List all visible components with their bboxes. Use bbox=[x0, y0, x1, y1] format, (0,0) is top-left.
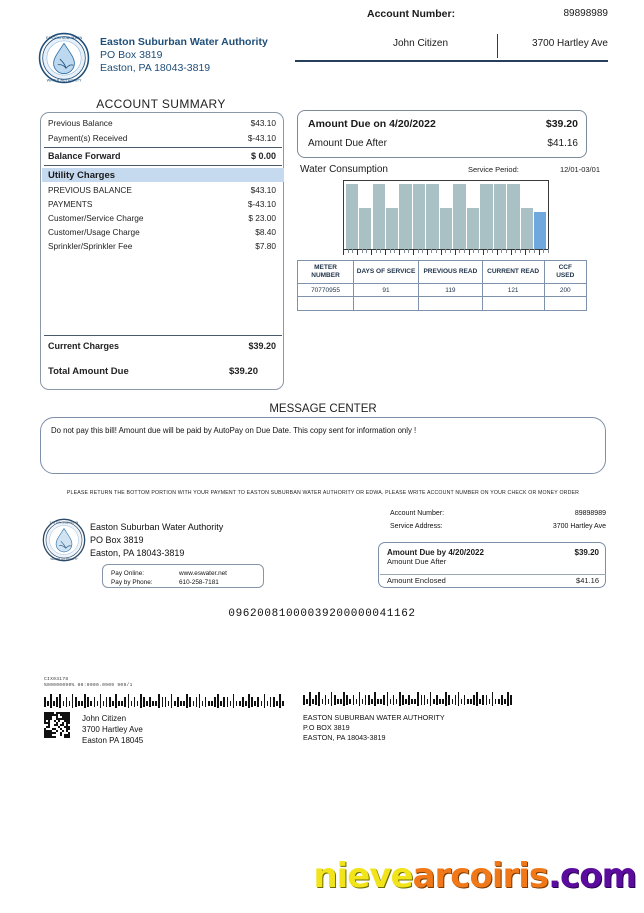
amount-due-after-label: Amount Due After bbox=[308, 138, 387, 149]
chart-bar bbox=[521, 208, 533, 249]
table-row-empty bbox=[298, 297, 587, 311]
watermark-part-2: arcoiris bbox=[412, 856, 549, 896]
site-watermark bbox=[313, 856, 636, 896]
utility-row-payments bbox=[48, 199, 276, 212]
column-header-ccf-used: CCF USED bbox=[544, 261, 586, 284]
axis-tick bbox=[385, 249, 386, 255]
axis-tick bbox=[459, 249, 460, 253]
axis-tick bbox=[348, 249, 349, 253]
axis-tick bbox=[376, 249, 377, 253]
endorsement-line-1: CIX03178 bbox=[44, 677, 69, 682]
cell-meter-number: 70770955 bbox=[298, 284, 354, 297]
mail-company-address-2: EASTON, PA 18043-3819 bbox=[303, 733, 386, 742]
chart-bar bbox=[467, 208, 479, 249]
customer-mailing-address bbox=[82, 713, 143, 746]
column-header-previous-read: PREVIOUS READ bbox=[419, 261, 483, 284]
intelligent-mail-barcode-customer bbox=[44, 692, 292, 708]
summary-amount: $-43.10 bbox=[247, 133, 276, 143]
total-due-amount: $39.20 bbox=[228, 366, 258, 377]
cell-previous-read: 119 bbox=[419, 284, 483, 297]
amount-enclosed-label: Amount Enclosed bbox=[387, 576, 446, 585]
mail-company-name: EASTON SUBURBAN WATER AUTHORITY bbox=[303, 713, 445, 722]
summary-row-previous-balance bbox=[48, 118, 276, 131]
amount-due-box bbox=[297, 110, 587, 158]
utility-label: Sprinkler/Sprinkler Fee bbox=[48, 241, 133, 251]
column-header-days-of-service: DAYS OF SERVICE bbox=[354, 261, 419, 284]
cell-ccf-used: 200 bbox=[544, 284, 586, 297]
axis-tick bbox=[548, 249, 549, 253]
axis-tick bbox=[441, 249, 442, 255]
chart-x-axis-ticks bbox=[343, 249, 549, 256]
company-identity bbox=[100, 36, 268, 75]
axis-tick bbox=[473, 249, 474, 253]
chart-bar bbox=[426, 184, 438, 249]
axis-tick bbox=[469, 249, 470, 255]
utility-label: PREVIOUS BALANCE bbox=[48, 185, 132, 195]
chart-bar bbox=[359, 208, 371, 249]
utility-label: PAYMENTS bbox=[48, 199, 93, 209]
amount-due-on-row bbox=[308, 118, 578, 134]
cell-empty bbox=[482, 297, 544, 311]
cell-current-read: 121 bbox=[482, 284, 544, 297]
endorsement-line-2: %00000090% 00:0000.0909 909/1 bbox=[44, 683, 133, 688]
stub-account-info bbox=[378, 510, 606, 538]
summary-divider bbox=[44, 335, 282, 336]
utility-amount: $-43.10 bbox=[247, 199, 276, 209]
axis-tick bbox=[483, 249, 484, 255]
axis-tick bbox=[478, 249, 479, 253]
utility-row-previous-balance bbox=[48, 185, 276, 198]
axis-tick bbox=[380, 249, 381, 253]
chart-bar bbox=[373, 184, 385, 249]
intelligent-mail-barcode-company bbox=[303, 690, 519, 706]
summary-amount: $43.10 bbox=[250, 118, 276, 128]
utility-charges-band bbox=[42, 168, 284, 182]
axis-tick bbox=[404, 249, 405, 253]
svg-text:WATER AUTHORITY: WATER AUTHORITY bbox=[46, 78, 82, 83]
axis-tick bbox=[371, 249, 372, 255]
svg-text:WATER AUTHORITY: WATER AUTHORITY bbox=[50, 556, 78, 561]
stub-company-address-2: Easton, PA 18043-3819 bbox=[90, 548, 185, 558]
amount-due-after-row bbox=[308, 138, 578, 154]
axis-tick bbox=[511, 249, 512, 255]
chart-bar bbox=[346, 184, 358, 249]
stub-service-address-row bbox=[378, 523, 606, 536]
account-summary-title: ACCOUNT SUMMARY bbox=[96, 97, 226, 111]
company-mailing-address bbox=[303, 713, 445, 743]
qr-code-icon bbox=[44, 712, 70, 738]
column-header-meter-number: METER NUMBER bbox=[298, 261, 354, 284]
axis-tick bbox=[492, 249, 493, 253]
service-period-value: 12/01-03/01 bbox=[559, 165, 600, 174]
payment-options-box bbox=[102, 564, 264, 588]
axis-tick bbox=[487, 249, 488, 253]
meter-reading-table bbox=[297, 260, 587, 311]
amount-enclosed-value: $41.16 bbox=[576, 576, 599, 585]
axis-tick bbox=[436, 249, 437, 253]
chart-plot-area bbox=[344, 181, 548, 249]
utility-amount: $43.10 bbox=[250, 185, 276, 195]
axis-tick bbox=[431, 249, 432, 253]
svg-text:EASTON SUBURBAN: EASTON SUBURBAN bbox=[45, 35, 83, 40]
amount-enclosed-box bbox=[378, 542, 606, 588]
stub-company-name: Easton Suburban Water Authority bbox=[90, 522, 224, 532]
watermark-part-1: nieve bbox=[313, 856, 413, 896]
pay-by-phone-number: 610-258-7181 bbox=[179, 579, 219, 586]
axis-tick bbox=[497, 249, 498, 255]
axis-tick bbox=[399, 249, 400, 255]
amount-due-on-label: Amount Due on 4/20/2022 bbox=[308, 118, 436, 130]
summary-amount: $ 0.00 bbox=[250, 151, 276, 161]
axis-tick bbox=[450, 249, 451, 253]
account-header-block bbox=[295, 8, 608, 66]
mail-company-address-1: P.O BOX 3819 bbox=[303, 723, 350, 732]
summary-label: Balance Forward bbox=[48, 151, 121, 161]
amount-due-after-value: $41.16 bbox=[547, 138, 578, 149]
stub-service-address-value: 3700 Hartley Ave bbox=[552, 523, 606, 530]
stub-due-by-label: Amount Due by 4/20/2022 bbox=[387, 548, 484, 557]
stub-company-address-1: PO Box 3819 bbox=[90, 535, 144, 545]
message-center-box bbox=[40, 417, 606, 474]
mail-customer-address-1: 3700 Hartley Ave bbox=[82, 725, 143, 734]
water-consumption-chart bbox=[343, 180, 549, 250]
company-address-line-1: PO Box 3819 bbox=[100, 49, 163, 61]
axis-tick bbox=[464, 249, 465, 253]
summary-row-total-due bbox=[48, 366, 276, 379]
current-charges-amount: $39.20 bbox=[248, 341, 276, 351]
axis-tick bbox=[534, 249, 535, 253]
summary-row-balance-forward bbox=[48, 151, 276, 164]
easton-suburban-water-authority-seal-icon bbox=[38, 32, 90, 84]
message-center-text: Do not pay this bill! Amount due will be paid by AutoPay on Due Date. This copy sent for information only ! bbox=[51, 426, 417, 435]
chart-bar bbox=[386, 208, 398, 249]
amount-due-on-value: $39.20 bbox=[545, 118, 578, 130]
total-due-label: Total Amount Due bbox=[48, 366, 129, 377]
utility-row-customer-usage-charge bbox=[48, 227, 276, 240]
message-center-title: MESSAGE CENTER bbox=[269, 403, 377, 415]
chart-bar bbox=[534, 212, 546, 249]
stub-account-number-label: Account Number: bbox=[390, 510, 445, 517]
stub-authority-seal-icon bbox=[42, 518, 86, 562]
summary-label: Payment(s) Received bbox=[48, 133, 128, 143]
axis-tick bbox=[525, 249, 526, 255]
enclosed-divider bbox=[380, 574, 606, 575]
chart-bar bbox=[453, 184, 465, 249]
chart-bar bbox=[399, 184, 411, 249]
utility-label: Customer/Usage Charge bbox=[48, 227, 140, 237]
axis-tick bbox=[394, 249, 395, 253]
stub-account-number-value: 89898989 bbox=[574, 510, 606, 517]
stub-due-after-row bbox=[387, 557, 599, 569]
axis-tick bbox=[445, 249, 446, 253]
remittance-instruction: PLEASE RETURN THE BOTTOM PORTION WITH YOUR PAYMENT TO EASTON SUBURBAN WATER AUTHORITY OR EDWA. PLEASE WRITE ACCOUNT NUMBER ON YOUR CHECK OR MONEY ORDER bbox=[66, 490, 580, 496]
axis-tick bbox=[418, 249, 419, 253]
water-consumption-header bbox=[300, 164, 600, 178]
axis-tick bbox=[343, 249, 344, 255]
customer-name: John Citizen bbox=[393, 38, 449, 49]
utility-amount: $ 23.00 bbox=[248, 213, 276, 223]
axis-tick bbox=[543, 249, 544, 253]
company-address-line-2: Easton, PA 18043-3819 bbox=[100, 62, 211, 74]
axis-tick bbox=[506, 249, 507, 253]
table-header-row bbox=[298, 261, 587, 284]
account-summary-box bbox=[40, 112, 284, 390]
chart-bar bbox=[440, 208, 452, 249]
stub-due-after-label: Amount Due After bbox=[387, 557, 447, 566]
axis-tick bbox=[539, 249, 540, 255]
axis-tick bbox=[501, 249, 502, 253]
summary-divider bbox=[44, 147, 282, 148]
axis-tick bbox=[515, 249, 516, 253]
stub-service-address-label: Service Address: bbox=[390, 523, 443, 530]
utility-row-customer-service-charge bbox=[48, 213, 276, 226]
svg-text:EASTON SUBURBAN: EASTON SUBURBAN bbox=[49, 520, 79, 525]
chart-bar bbox=[507, 184, 519, 249]
mail-customer-address-2: Easton PA 18045 bbox=[82, 736, 144, 745]
utility-amount: $7.80 bbox=[255, 241, 276, 251]
postal-endorsement bbox=[44, 677, 133, 689]
axis-tick bbox=[520, 249, 521, 253]
account-number-value: 89898989 bbox=[563, 8, 608, 19]
axis-tick bbox=[422, 249, 423, 253]
cell-empty bbox=[544, 297, 586, 311]
utility-label: Customer/Service Charge bbox=[48, 213, 144, 223]
chart-bar bbox=[480, 184, 492, 249]
pay-by-phone-row bbox=[111, 579, 259, 589]
cell-empty bbox=[419, 297, 483, 311]
column-header-current-read: CURRENT READ bbox=[482, 261, 544, 284]
table-row bbox=[298, 284, 587, 297]
summary-divider bbox=[44, 165, 282, 166]
pay-by-phone-label: Pay by Phone: bbox=[111, 579, 153, 586]
service-address: 3700 Hartley Ave bbox=[532, 38, 608, 49]
utility-row-sprinkler-fee bbox=[48, 241, 276, 254]
axis-tick bbox=[529, 249, 530, 253]
axis-tick bbox=[352, 249, 353, 253]
account-number-label: Account Number: bbox=[367, 8, 456, 20]
ocr-scanline: 09620081000039200000041162 bbox=[228, 608, 416, 620]
axis-tick bbox=[455, 249, 456, 255]
pay-online-label: Pay Online: bbox=[111, 570, 145, 577]
company-name: Easton Suburban Water Authority bbox=[100, 36, 268, 48]
axis-tick bbox=[390, 249, 391, 253]
summary-row-current-charges bbox=[48, 341, 276, 354]
stub-due-by-amount: $39.20 bbox=[574, 548, 599, 557]
axis-tick bbox=[357, 249, 358, 255]
summary-row-payments-received bbox=[48, 133, 276, 146]
mail-customer-name: John Citizen bbox=[82, 714, 127, 723]
header-divider-vertical bbox=[497, 34, 498, 58]
header-divider-horizontal bbox=[295, 60, 608, 62]
utility-charges-label: Utility Charges bbox=[48, 170, 116, 181]
cell-empty bbox=[354, 297, 419, 311]
pay-online-url[interactable]: www.eswater.net bbox=[179, 570, 227, 577]
chart-bar bbox=[494, 184, 506, 249]
axis-tick bbox=[413, 249, 414, 255]
chart-bar bbox=[413, 184, 425, 249]
watermark-part-3: .com bbox=[548, 856, 636, 896]
current-charges-label: Current Charges bbox=[48, 341, 120, 351]
amount-enclosed-row[interactable] bbox=[387, 576, 599, 588]
summary-label: Previous Balance bbox=[48, 118, 113, 128]
axis-tick bbox=[366, 249, 367, 253]
cell-days-of-service: 91 bbox=[354, 284, 419, 297]
utility-amount: $8.40 bbox=[255, 227, 276, 237]
axis-tick bbox=[427, 249, 428, 255]
service-period-label: Service Period: bbox=[468, 165, 519, 174]
axis-tick bbox=[408, 249, 409, 253]
stub-company-block bbox=[90, 521, 223, 560]
axis-tick bbox=[362, 249, 363, 253]
cell-empty bbox=[298, 297, 354, 311]
stub-account-number-row bbox=[378, 510, 606, 523]
chart-title: Water Consumption bbox=[300, 164, 388, 175]
